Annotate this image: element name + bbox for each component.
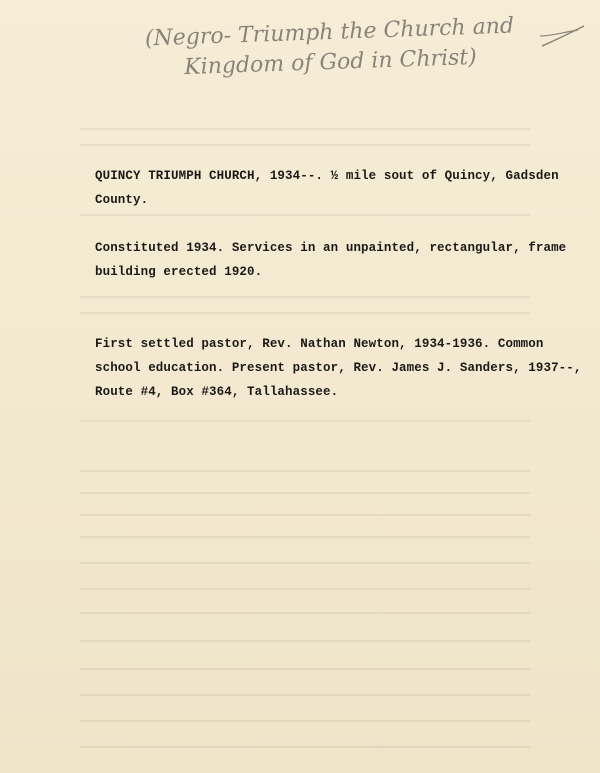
bleed-through-line — [80, 514, 530, 516]
text-line: building erected 1920. — [95, 265, 263, 279]
bleed-through-line — [80, 296, 530, 298]
handwritten-annotation — [119, 11, 541, 86]
bleed-through-line — [80, 668, 530, 670]
bleed-through-line — [80, 562, 530, 564]
bleed-through-line — [80, 420, 530, 422]
text-line: Route #4, Box #364, Tallahassee. — [95, 385, 339, 399]
bleed-through-line — [80, 720, 530, 722]
paragraph-church-name — [95, 164, 559, 212]
annotation-line-2: Kingdom of God in Christ) — [183, 44, 478, 81]
bleed-through-line — [80, 640, 530, 642]
text-line: First settled pastor, Rev. Nathan Newton, 1934-1936. Common — [95, 337, 544, 351]
bleed-through-line — [80, 214, 530, 216]
bleed-through-line — [80, 492, 530, 494]
bleed-through-line — [80, 694, 530, 696]
paragraph-constituted — [95, 236, 567, 284]
bleed-through-line — [80, 612, 530, 614]
bleed-through-line — [80, 144, 530, 146]
bleed-through-line — [80, 128, 530, 130]
text-line: County. — [95, 193, 149, 207]
text-line: Constituted 1934. Services in an unpainted, rectangular, frame — [95, 241, 567, 255]
annotation-line-1: (Negro- Triumph the Church and — [144, 13, 515, 52]
bleed-through-line — [80, 312, 530, 314]
paragraph-pastors — [95, 332, 582, 404]
pencil-mark-icon — [538, 22, 588, 52]
text-line: QUINCY TRIUMPH CHURCH, 1934--. ½ mile sout of Quincy, Gadsden — [95, 169, 559, 183]
bleed-through-line — [80, 746, 530, 748]
text-line: school education. Present pastor, Rev. James J. Sanders, 1937--, — [95, 361, 582, 375]
bleed-through-line — [80, 588, 530, 590]
bleed-through-line — [80, 536, 530, 538]
bleed-through-line — [80, 470, 530, 472]
